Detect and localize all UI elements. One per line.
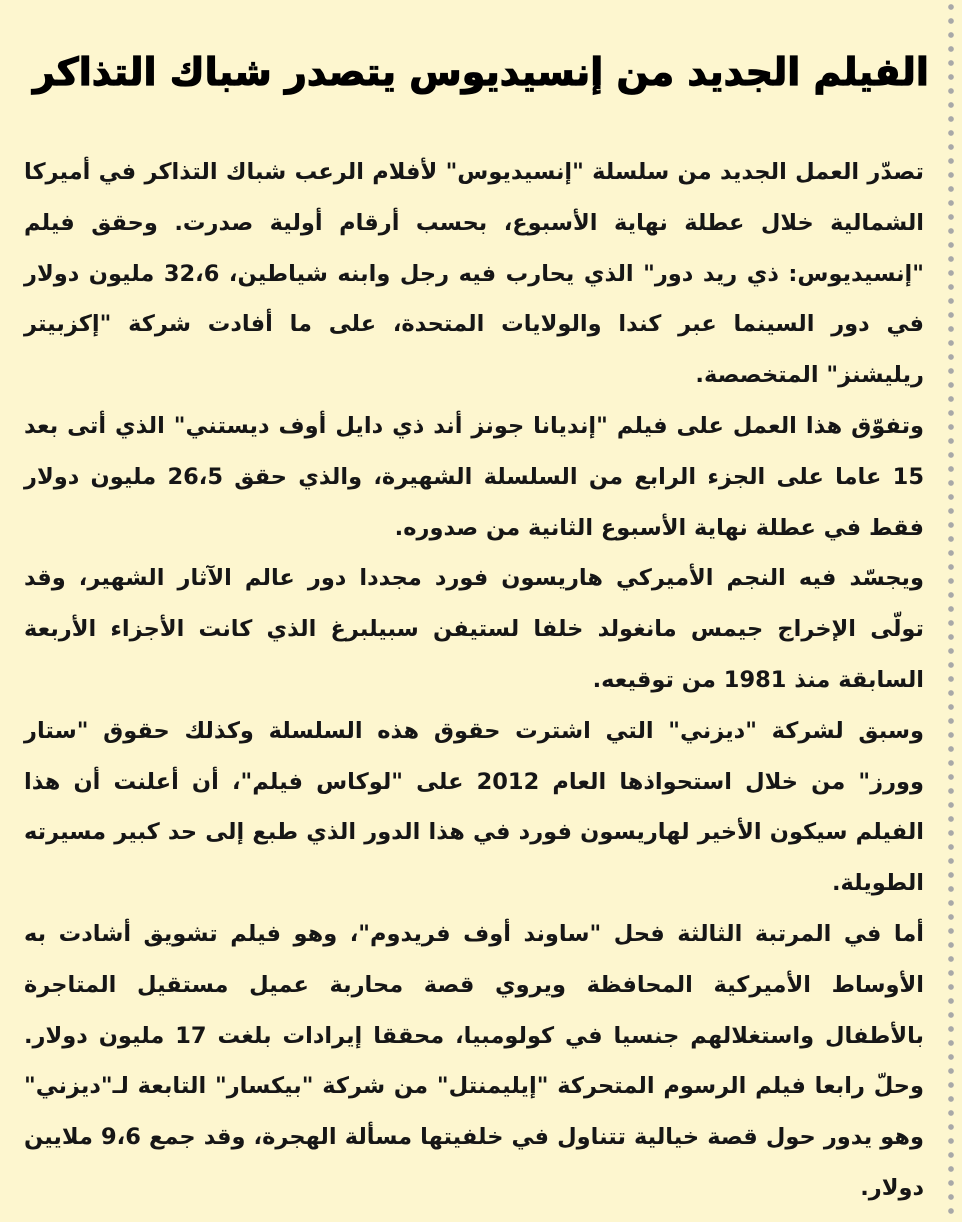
paragraph-1: تصدّر العمل الجديد من سلسلة "إنسيديوس" لأفلام الرعب شباك التذاكر في أميركا الشمالية خلال عطلة نهاية الأسبوع، بحسب أرقام أولية صدرت. وحقق فيلم "إنسيديوس: ذي ريد دور" الذي يحارب فيه رجل وابنه شياطين، 32،6 مليون دولار في دور السينما عبر كندا والولايات المتحدة، على ما أفادت شركة "إكزبيتر ريليشنز" المتخصصة. [24, 159, 924, 389]
article-headline: الفيلم الجديد من إنسيديوس يتصدر شباك التذاكر [33, 50, 929, 94]
paragraph-3: ويجسّد فيه النجم الأميركي هاريسون فورد مجددا دور عالم الآثار الشهير، وقد تولّى الإخراج جيمس مانغولد خلفا لستيفن سبيلبرغ الذي كانت الأجزاء الأربعة السابقة منذ 1981 من توقيعه. [24, 565, 924, 693]
paragraph-2: وتفوّق هذا العمل على فيلم "إنديانا جونز أند ذي دايل أوف ديستني" الذي أتى بعد 15 عاما على الجزء الرابع من السلسلة الشهيرة، والذي حقق 26،5 مليون دولار فقط في عطلة نهاية الأسبوع الثانية من صدوره. [24, 412, 924, 541]
paragraph-5: أما في المرتبة الثالثة فحل "ساوند أوف فريدوم"، وهو فيلم تشويق أشادت به الأوساط الأميركية المحافظة ويروي قصة محاربة عميل مستقيل المتاجرة بالأطفال واستغلالهم جنسيا في كولومبيا، محققا إيرادات بلغت 17 مليون دولار. وحلّ رابعا فيلم الرسوم المتحركة "إيليمنتل" من شركة "بيكسار" التابعة لـ"ديزني" وهو يدور حول قصة خيالية تتناول في خلفيتها مسألة الهجرة، وقد جمع 9،6 ملايين دولار. [24, 920, 924, 1201]
article-body [24, 147, 924, 1214]
dotted-border [946, 0, 956, 1222]
paragraph-4: وسبق لشركة "ديزني" التي اشترت حقوق هذه السلسلة وكذلك حقوق "ستار وورز" من خلال استحواذها العام 2012 على "لوكاس فيلم"، أن أعلنت أن هذا الفيلم سيكون الأخير لهاريسون فورد في هذا الدور الذي طبع إلى حد كبير مسيرته الطويلة. [24, 717, 924, 897]
